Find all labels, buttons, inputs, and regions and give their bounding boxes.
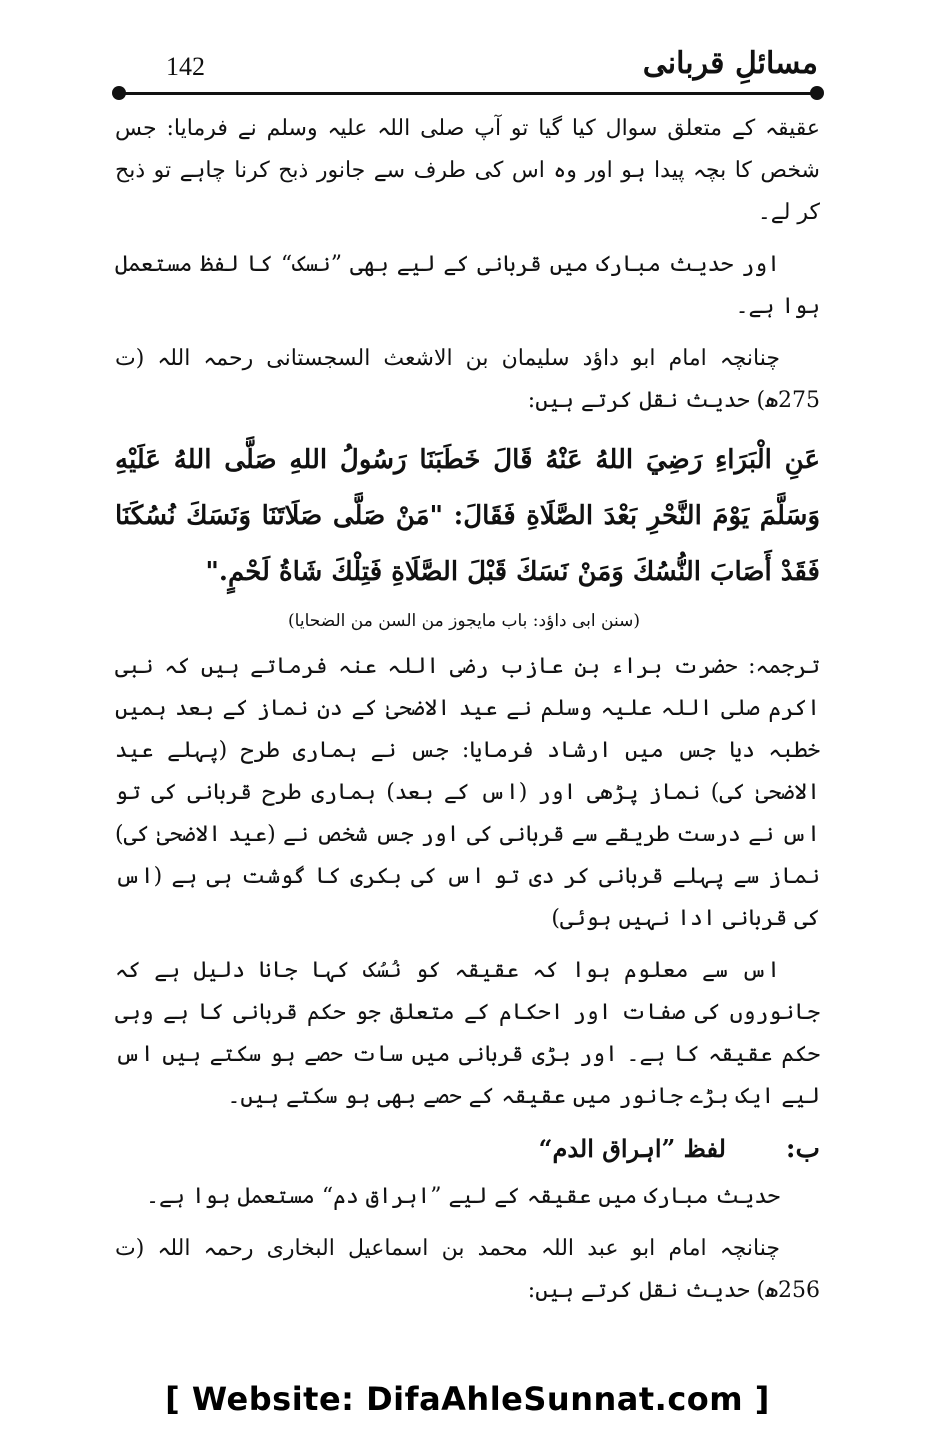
- rule-dot-left: [112, 86, 126, 100]
- paragraph-3: چنانچہ امام ابو داؤد سلیمان بن الاشعث السجستانی رحمہ اللہ (ت 275ھ) حدیث نقل کرتے ہیں:: [115, 346, 820, 413]
- translation-paragraph: ترجمہ: حضرت براء بن عازب رضی اللہ عنہ فرماتے ہیں کہ نبی اکرم صلی اللہ علیہ وسلم نے عید الاضحیٰ کے دن نماز کے بعد ہمیں خطبہ دیا جس میں ارشاد فرمایا: جس نے ہماری طرح (پہلے عید الاضحیٰ کی) نماز پڑھی اور (اس کے بعد) ہماری طرح قربانی کی تو اس نے درست طریقے سے قربانی کی اور جس شخص نے (عید الاضحیٰ کی) نماز سے پہلے قربانی کر دی تو اس کی بکری کا گوشت ہی ہے (اس کی قربانی ادا نہیں ہوئی): [115, 654, 820, 931]
- section-heading-text: لفظ ”اہراق الدم“: [538, 1134, 726, 1163]
- page-body: [115, 108, 820, 1322]
- paragraph-2: اور حدیث مبارک میں قربانی کے لیے بھی ”نسک“ کا لفظ مستعمل ہوا ہے۔: [115, 252, 820, 319]
- section-heading: [115, 1128, 820, 1170]
- rule-dot-right: [810, 86, 824, 100]
- section-heading-label: ب:: [785, 1134, 820, 1164]
- page-header: [118, 40, 818, 100]
- page-number: 142: [166, 52, 205, 81]
- header-rule: [118, 92, 818, 95]
- paragraph-5: حدیث مبارک میں عقیقہ کے لیے ”اہراق دم“ مستعمل ہوا ہے۔: [146, 1184, 780, 1209]
- paragraph-4: اس سے معلوم ہوا کہ عقیقہ کو نُسُک کہا جانا دلیل ہے کہ جانوروں کی صفات اور احکام کے متعلق جو حکم قربانی کا ہے وہی حکم عقیقہ کا ہے۔ اور بڑی قربانی میں سات حصے ہو سکتے ہیں اس لیے ایک بڑے جانور میں عقیقہ کے حصے بھی ہو سکتے ہیں۔: [115, 958, 820, 1109]
- paragraph-1: عقیقہ کے متعلق سوال کیا گیا تو آپ صلی اللہ علیہ وسلم نے فرمایا: جس شخص کا بچہ پیدا ہو اور وہ اس کی طرف سے جانور ذبح کرنا چاہے تو ذبح کر لے۔: [115, 116, 820, 225]
- website-footer: [ Website: DifaAhleSunnat.com ]: [165, 1380, 770, 1418]
- citation: (سنن ابی داؤد: باب مایجوز من السن من الضحایا): [288, 611, 640, 631]
- running-title: مسائلِ قربانی: [642, 46, 818, 81]
- arabic-hadith: عَنِ الْبَرَاءِ رَضِيَ اللهُ عَنْهُ قَالَ خَطَبَنَا رَسُولُ اللهِ صَلَّى اللهُ عَلَيْهِ وَسَلَّمَ يَوْمَ النَّحْرِ بَعْدَ الصَّلَاةِ فَقَالَ: "مَنْ صَلَّى صَلَاتَنَا وَنَسَكَ نُسُكَنَا فَقَدْ أَصَابَ النُّسُكَ وَمَنْ نَسَكَ قَبْلَ الصَّلَاةِ فَتِلْكَ شَاةُ لَحْمٍ.": [115, 445, 820, 587]
- paragraph-6: چنانچہ امام ابو عبد اللہ محمد بن اسماعیل البخاری رحمہ اللہ (ت 256ھ) حدیث نقل کرتے ہیں:: [115, 1236, 820, 1303]
